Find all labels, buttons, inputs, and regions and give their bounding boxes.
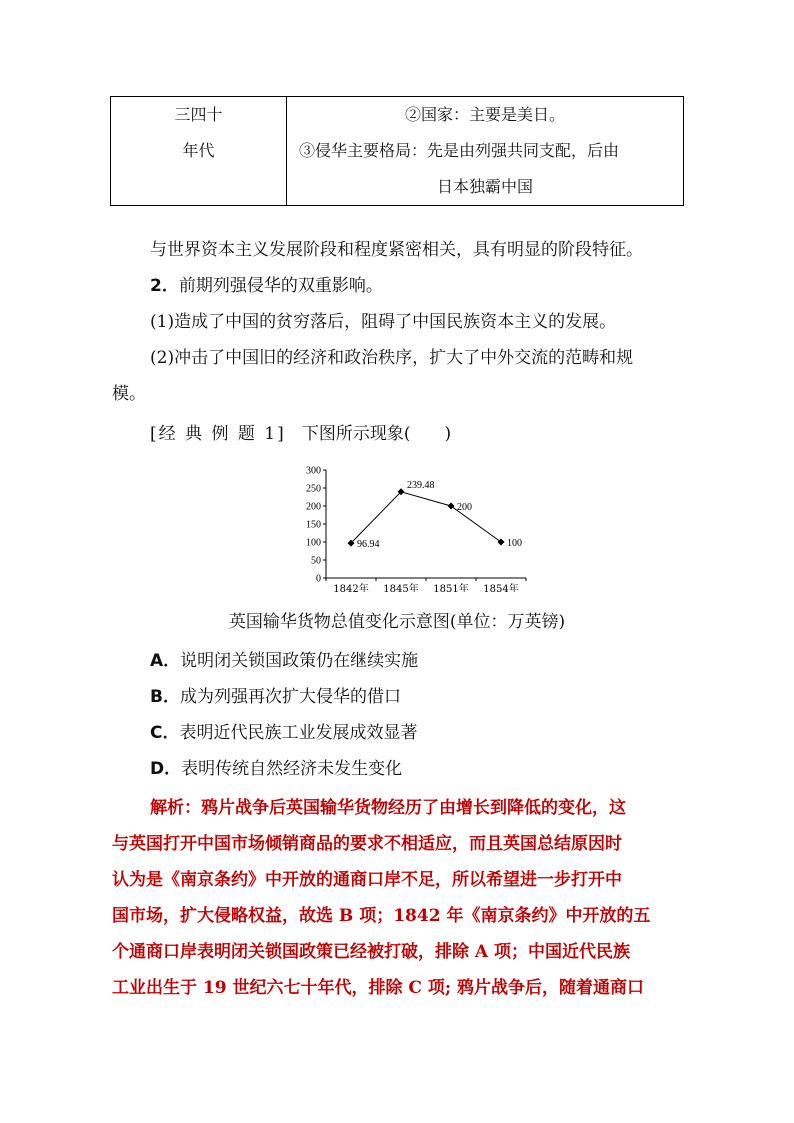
content-line-3: 日本独霸中国: [436, 177, 533, 196]
analysis-label: 解析: [150, 798, 184, 818]
data-label: 200: [457, 502, 472, 513]
analysis-line-4: 国市场，扩大侵略权益，故选 B 项；1842 年《南京条约》中开放的五: [112, 906, 651, 926]
example-question: [112, 416, 684, 452]
data-label: 239.48: [407, 479, 435, 491]
content-line-2: ③侵华主要格局：先是由列强共同支配，后由: [299, 141, 620, 160]
analysis-line-1-text: ：鸦片战争后英国输华货物经历了由增长到降低的变化，这: [184, 798, 626, 818]
y-tick-label: 150: [306, 519, 321, 531]
analysis-line-5: 个通商口岸表明闭关锁国政策已经被打破，排除 A 项；中国近代民族: [112, 942, 631, 962]
period-line-1: 三四十: [174, 105, 223, 124]
series-line: [351, 492, 501, 543]
x-tick-label: 1845年: [383, 584, 419, 592]
option-a-text: 说明闭关锁国政策仍在继续实施: [180, 651, 419, 671]
option-d-key: D．: [150, 759, 182, 779]
analysis-line-3: 认为是《南京条约》中开放的通商口岸不足，所以希望进一步打开中: [112, 870, 622, 890]
option-d[interactable]: [150, 754, 402, 779]
y-tick-label: 250: [306, 483, 321, 495]
y-tick-label: 200: [306, 501, 321, 513]
analysis-line-1: [112, 790, 684, 826]
chart-title: 英国输华货物总值变化示意图(单位：万英镑): [228, 612, 566, 632]
paragraph-point-1: (1)造成了中国的贫穷落后，阻碍了中国民族资本主义的发展。: [150, 312, 617, 332]
analysis-line-2: 与英国打开中国市场倾销商品的要求不相适应，而且英国总结原因时: [112, 834, 622, 854]
data-label: 96.94: [357, 539, 380, 551]
x-tick-label: 1851年: [433, 584, 469, 592]
period-line-2: 年代: [182, 141, 215, 160]
line-chart: [290, 462, 530, 592]
x-tick-label: 1842年: [333, 584, 369, 592]
option-b-text: 成为列强再次扩大侵华的借口: [179, 687, 401, 707]
y-tick-label: 300: [306, 465, 321, 477]
option-b-key: B．: [150, 687, 180, 707]
y-tick-label: 0: [316, 573, 321, 585]
chart-svg: [290, 462, 530, 592]
table-cell-content: [287, 97, 684, 206]
x-tick-label: 1854年: [483, 584, 519, 592]
data-point: [498, 539, 505, 546]
option-d-text: 表明传统自然经济未发生变化: [181, 759, 403, 779]
paragraph-heading-2: [112, 268, 684, 304]
heading-text: 前期列强侵华的双重影响。: [178, 276, 383, 296]
data-label: 100: [507, 538, 522, 549]
heading-number: 2．: [150, 276, 179, 296]
option-b[interactable]: [150, 682, 401, 707]
history-table: [110, 96, 684, 206]
option-c-text: 表明近代民族工业发展成效显著: [179, 723, 418, 743]
analysis-line-6: 工业出生于 19 世纪六七十年代，排除 C 项; 鸦片战争后，随着通商口: [112, 978, 645, 998]
option-c-key: C．: [150, 723, 180, 743]
data-point: [448, 503, 455, 510]
y-tick-label: 100: [306, 537, 321, 549]
example-text: 下图所示现象( ): [301, 424, 452, 444]
y-tick-label: 50: [311, 555, 321, 567]
option-a[interactable]: [150, 646, 418, 671]
option-a-key: A．: [150, 651, 181, 671]
example-label: [经 典 例 题 1]: [150, 424, 286, 444]
content-line-1: ②国家：主要是美日。: [404, 105, 565, 124]
paragraph-point-2: (2)冲击了中国旧的经济和政治秩序，扩大了中外交流的范畴和规: [150, 348, 634, 368]
paragraph-stage: 与世界资本主义发展阶段和程度紧密相关，具有明显的阶段特征。: [150, 240, 643, 260]
option-c[interactable]: [150, 718, 417, 743]
paragraph-point-2-cont: 模。: [112, 384, 146, 404]
table-cell-period: [111, 97, 287, 206]
